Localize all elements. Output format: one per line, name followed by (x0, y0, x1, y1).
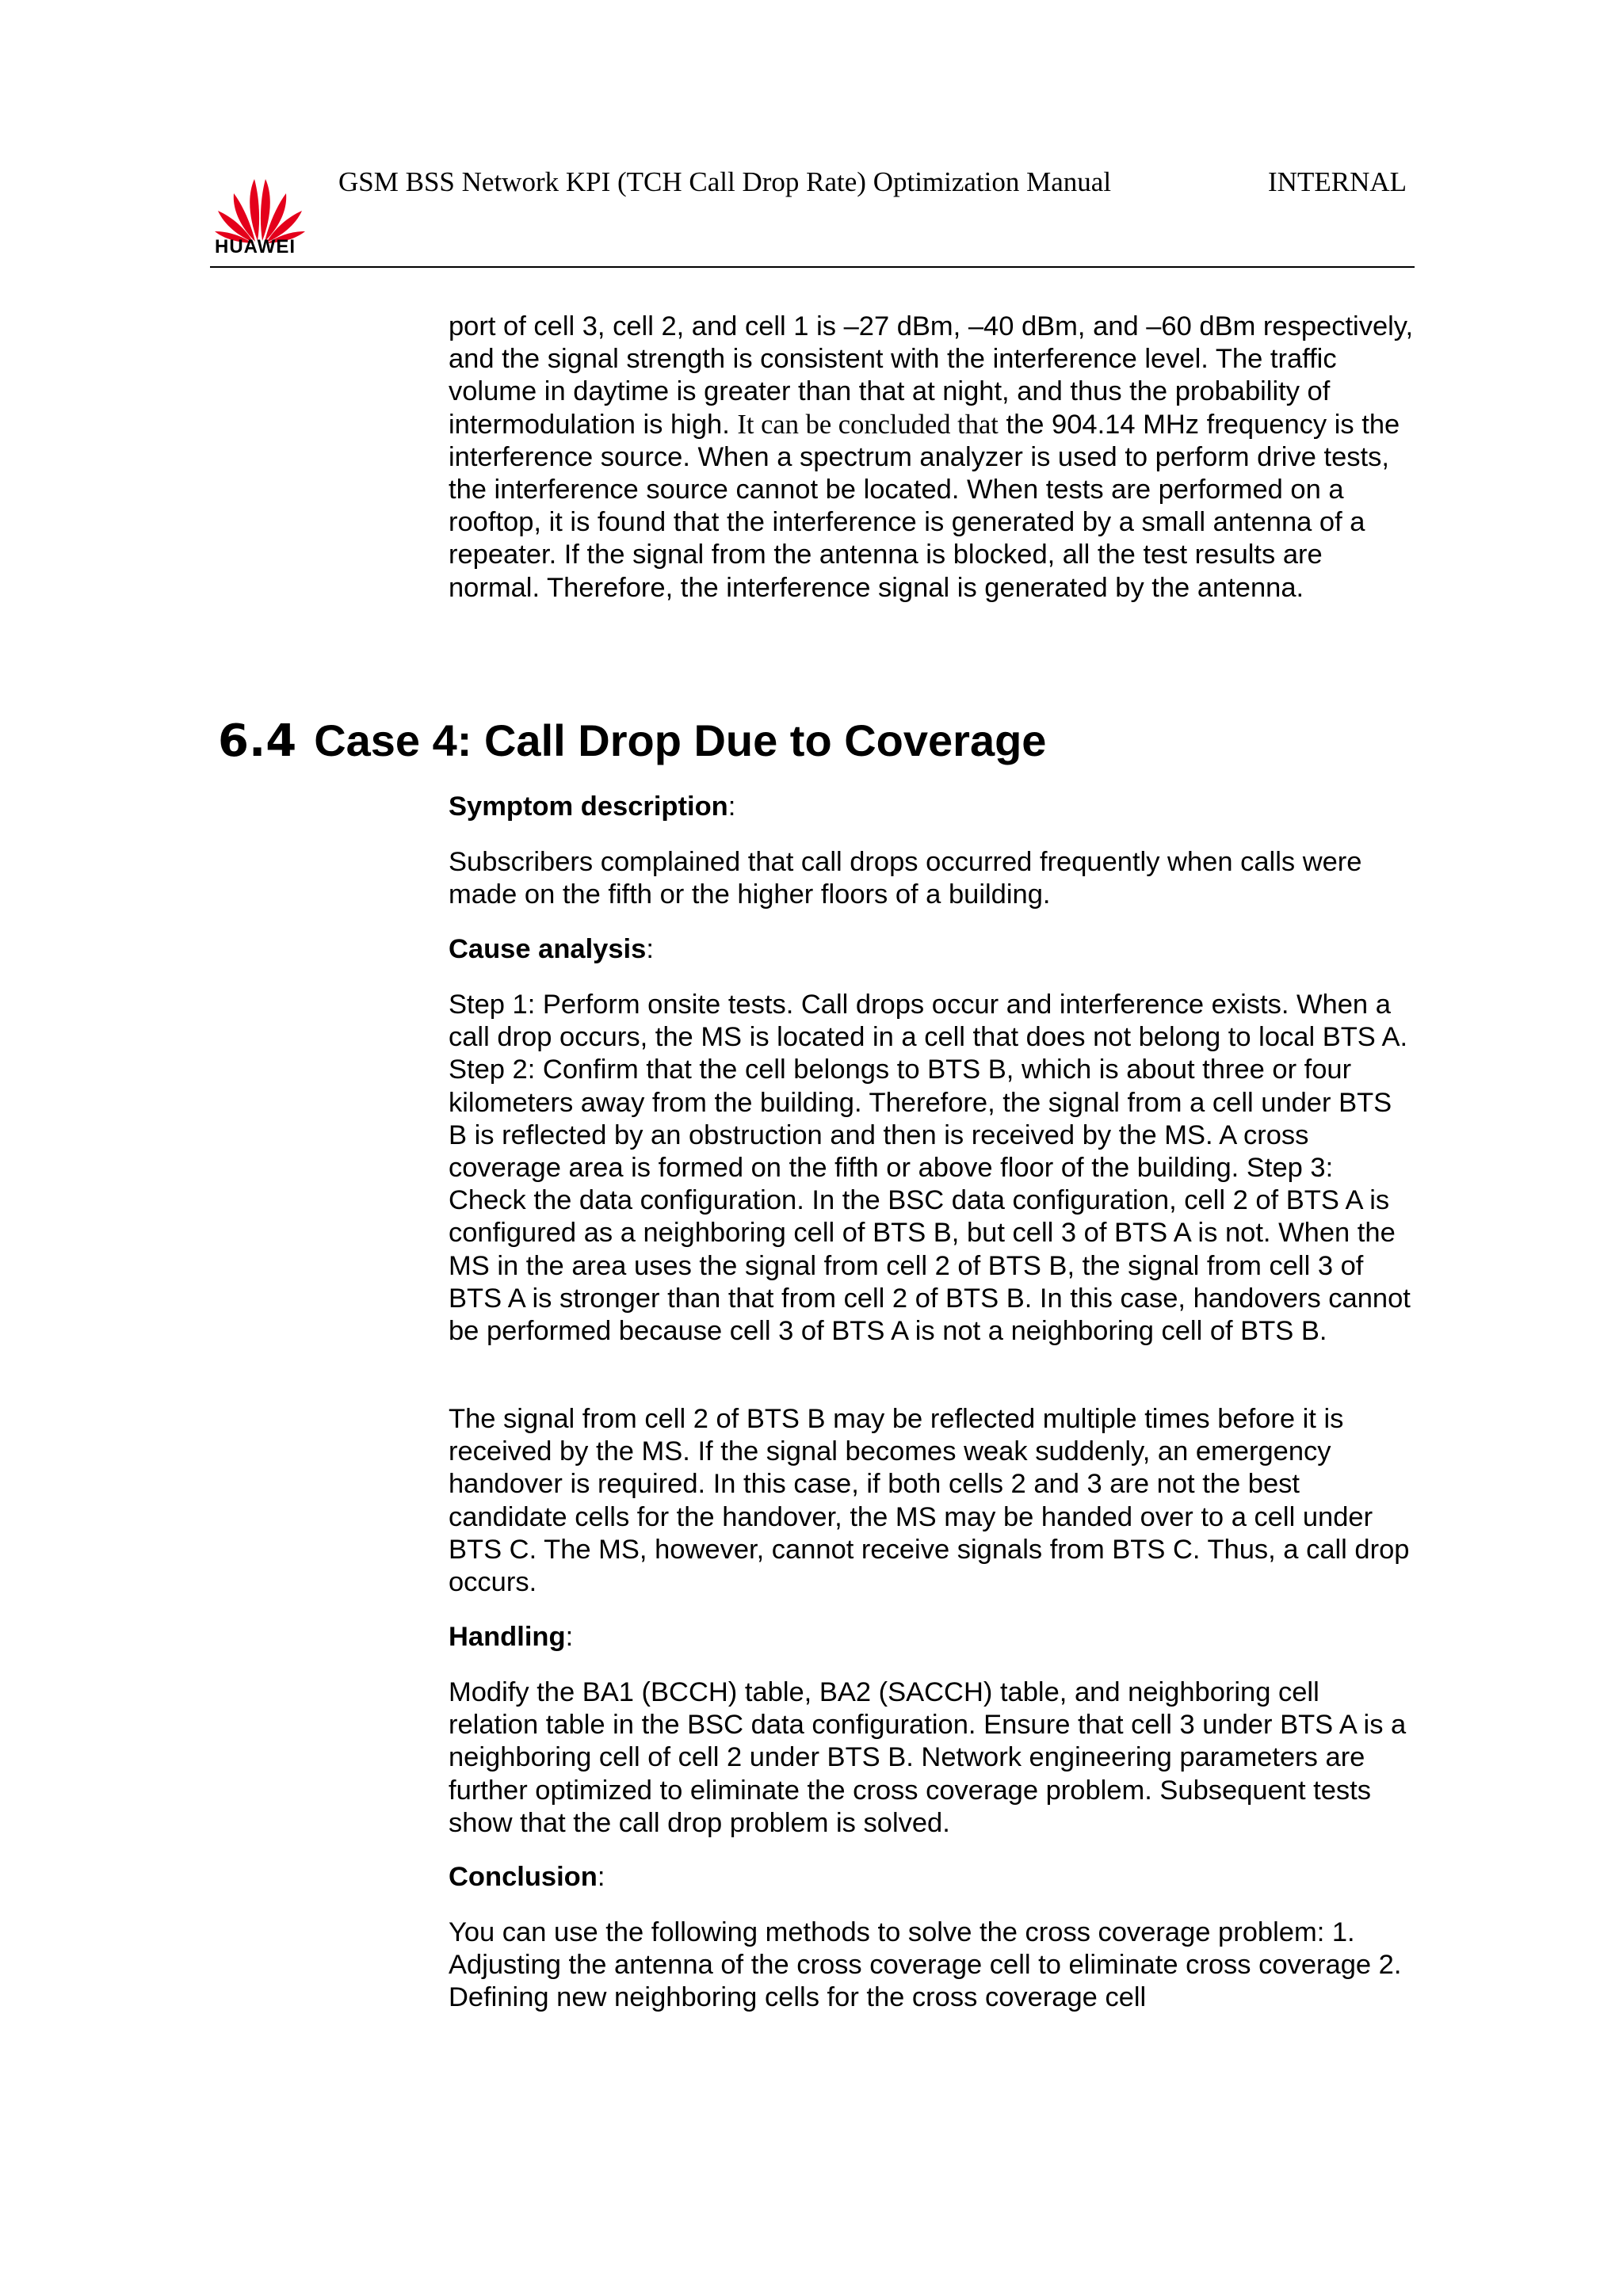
intro-text-a: port of cell 3, cell 2, and cell 1 is –27 dBm, –40 dBm, and –60 dBm respectively, and the signal strength is consistent with the interference level. The traffic volume in daytime is greater than that at night, and thus the probability of intermodulation is high. (449, 311, 1414, 440)
header-divider (210, 266, 1415, 268)
classification-label: INTERNAL (1268, 166, 1407, 197)
cause-heading (449, 933, 654, 966)
symptom-paragraph: Subscribers complained that call drops occurred frequently when calls were made on the fifth or the higher floors of a building. (449, 847, 1362, 910)
conclusion-label: Conclusion (449, 1862, 598, 1892)
huawei-logo-text: HUAWEI (215, 236, 296, 257)
section-title: Case 4: Call Drop Due to Coverage (314, 715, 1047, 765)
symptom-colon: : (727, 791, 736, 822)
symptom-heading (449, 791, 735, 823)
conclusion-heading (449, 1861, 605, 1894)
cause-paragraph-2: The signal from cell 2 of BTS B may be reflected multiple times before it is received by the MS. If the signal becomes weak suddenly, an emergency handover is required. In this case, if both cells 2 and 3 are not the best candidate cells for the handover, the MS may be handed over to a cell under BTS C. The MS, however, cannot receive signals from BTS C. Thus, a call drop occurs. (449, 1404, 1410, 1598)
handling-label: Handling (449, 1622, 566, 1652)
conclusion-colon: : (597, 1862, 605, 1892)
section-heading (218, 715, 1046, 768)
handling-colon: : (565, 1622, 574, 1652)
intro-text-serif: It can be concluded that (737, 409, 999, 440)
intro-paragraph (449, 311, 1415, 605)
document-title: GSM BSS Network KPI (TCH Call Drop Rate) Optimization Manual (338, 166, 1112, 197)
cause-label: Cause analysis (449, 934, 647, 964)
conclusion-paragraph: You can use the following methods to solve the cross coverage problem: 1. Adjusting the antenna of the cross coverage cell to eliminate cross coverage 2. Defining new neighboring cells for the cross coverage cell (449, 1917, 1402, 2013)
intro-text-b: the 904.14 MHz frequency is the interference source. When a spectrum analyzer is used to perform drive tests, the interference source cannot be located. When tests are performed on a rooftop, it is found that the interference is generated by a small antenna of a repeater. If the signal from the antenna is blocked, all the test results are normal. Therefore, the interference signal is generated by the antenna. (449, 409, 1400, 603)
huawei-petals-icon (210, 165, 310, 244)
cause-colon: : (646, 934, 654, 964)
handling-paragraph: Modify the BA1 (BCCH) table, BA2 (SACCH) table, and neighboring cell relation table in the BSC data configuration. Ensure that cell 3 under BTS A is a neighboring cell of cell 2 under BTS B. Network engineering parameters are further optimized to eliminate the cross coverage problem. Subsequent tests show that the call drop problem is solved. (449, 1677, 1407, 1838)
section-number: 6.4 (218, 715, 297, 767)
handling-heading (449, 1621, 573, 1653)
cause-paragraph-1: Step 1: Perform onsite tests. Call drops occur and interference exists. When a call drop occurs, the MS is located in a cell that does not belong to local BTS A. Step 2: Confirm that the cell belongs to BTS B, which is about three or four kilometers away from the building. Therefore, the signal from a cell under BTS B is reflected by an obstruction and then is received by the MS. A cross coverage area is formed on the fifth or above floor of the building. Step 3: Check the data configuration. In the BSC data configuration, cell 2 of BTS A is configured as a neighboring cell of BTS B, but cell 3 of BTS A is not. When the MS in the area uses the signal from cell 2 of BTS B, the signal from cell 3 of BTS A is stronger than that from cell 2 of BTS B. In this case, handovers cannot be performed because cell 3 of BTS A is not a neighboring cell of BTS B. (449, 990, 1411, 1347)
page-header (210, 158, 1415, 269)
symptom-label: Symptom description (449, 791, 728, 822)
